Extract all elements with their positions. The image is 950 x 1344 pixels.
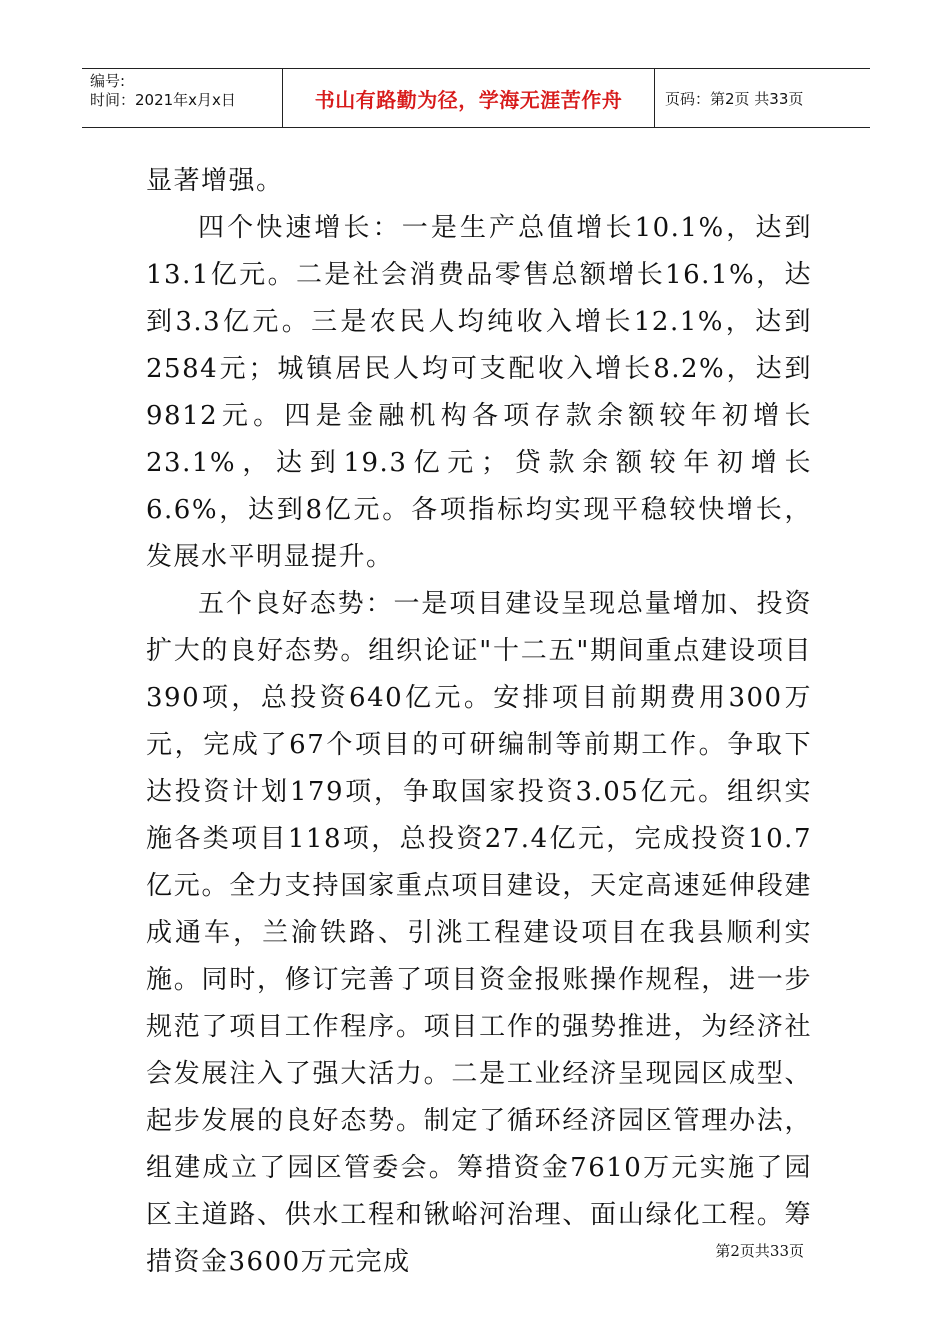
time-label: 时间：2021年x月x日 (90, 91, 236, 109)
page-footer: 第2页共33页 (715, 1242, 804, 1260)
paragraph-continuation: 显著增强。 (146, 166, 284, 196)
page-header (82, 68, 870, 128)
header-meta (82, 69, 283, 127)
number-label: 编号: (90, 72, 126, 90)
header-motto: 书山有路勤为径，学海无涯苦作舟 (314, 87, 623, 112)
paragraph-four-growths: 四个快速增长：一是生产总值增长10.1%，达到13.1亿元。二是社会消费品零售总额增长16.1%，达到3.3亿元。三是农民人均纯收入增长12.1%，达到2584元；城镇居民人均可支配收入增长8.2%，达到9812元。四是金融机构各项存款余额较年初增长23.1%，达到19.3亿元；贷款余额较年初增长6.6%，达到8亿元。各项指标均实现平稳较快增长，发展水平明显提升。 (146, 213, 812, 572)
paragraph-five-trends: 五个良好态势：一是项目建设呈现总量增加、投资扩大的良好态势。组织论证"十二五"期间重点建设项目390项，总投资640亿元。安排项目前期费用300万元，完成了67个项目的可研编制等前期工作。争取下达投资计划179项，争取国家投资3.05亿元。组织实施各类项目118项，总投资27.4亿元，完成投资10.7亿元。全力支持国家重点项目建设，天定高速延伸段建成通车，兰渝铁路、引洮工程建设项目在我县顺利实施。同时，修订完善了项目资金报账操作规程，进一步规范了项目工作程序。项目工作的强势推进，为经济社会发展注入了强大活力。二是工业经济呈现园区成型、起步发展的良好态势。制定了循环经济园区管理办法，组建成立了园区管委会。筹措资金7610万元实施了园区主道路、供水工程和锹峪河治理、面山绿化工程。筹措资金3600万元完成 (146, 589, 812, 1277)
document-body (146, 158, 812, 1286)
header-page-info: 页码：第2页 共33页 (665, 89, 804, 108)
header-page-cell (655, 69, 870, 127)
header-motto-cell (283, 69, 655, 127)
